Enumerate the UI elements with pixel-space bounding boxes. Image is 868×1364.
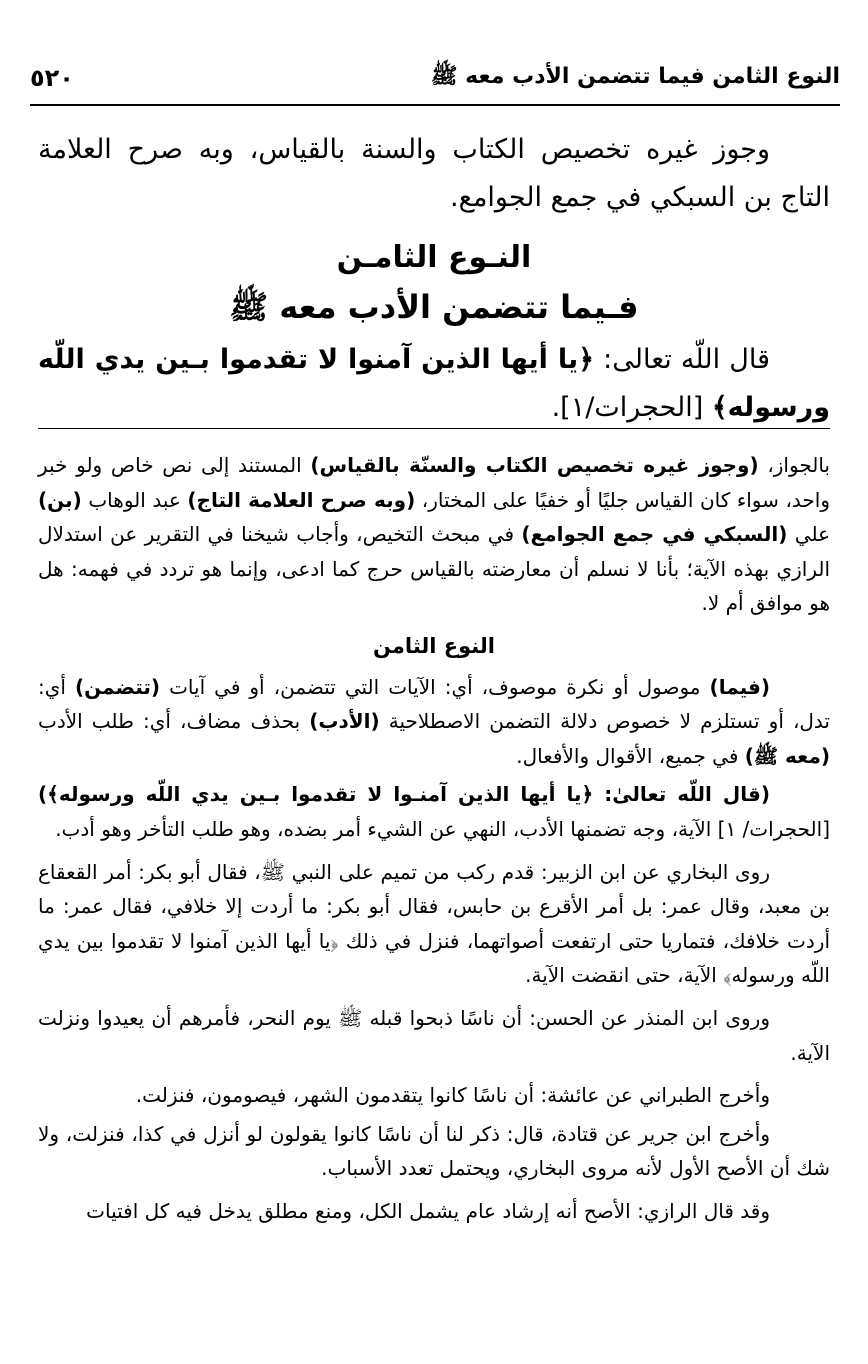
text-run: أي: تدل، أو تستلزم لا خصوص دلالة التضمن الاصطلاحية <box>38 674 830 734</box>
commentary-paragraph <box>38 670 830 774</box>
commentary-paragraph: وأخرج الطبراني عن عائشة: أن ناسًا كانوا يتقدمون الشهر، فيصومون، فنزلت. <box>135 1083 770 1108</box>
commentary-paragraph: وأخرج ابن جرير عن قتادة، قال: ذكر لنا أن ناسًا كانوا يقولون لو أنزل في كذا، فنزلت، ولا شك أن الأصح الأول لأنه مروى البخاري، ويحتمل تعدد الأسباب. <box>38 1121 830 1181</box>
quoted-text: (السبكي في جمع الجوامع) <box>521 522 788 547</box>
running-title: النوع الثامن فيما تتضمن الأدب معه ﷺ <box>430 64 840 89</box>
text-run: المستند إلى نص خاص ولو خبر واحد، سواء كان القياس جليًا أو خفيًا على المختار، <box>38 453 830 512</box>
quoted-text: (قال اللّه تعالىٰ: ﴿يا أيها الذين آمنـوا لا تقدموا بـين يدي اللّه ورسوله﴾) <box>38 782 770 807</box>
quoted-text: (تتضمن) <box>74 674 161 699</box>
quoted-text: (بن) <box>38 487 82 512</box>
commentary-paragraph: وقد قال الرازي: الأصح أنه إرشاد عام يشمل الكل، ومنع مطلق يدخل فيه كل افتيات <box>86 1198 770 1223</box>
header-rule <box>30 104 840 106</box>
page-header <box>30 56 840 100</box>
main-paragraph: وجوز غيره تخصيص الكتاب والسنة بالقياس، وبه صرح العلامة التاج بن السبكي في جمع الجوامع. <box>38 134 830 213</box>
footnote-separator <box>38 428 830 429</box>
text-run: [الحجرات/ ١] الآية، وجه تضمنها الأدب، النهي عن الشيء أمر بضده، وهو طلب التأخر وهو أدب. <box>55 816 830 841</box>
text-run: موصول أو نكرة موصوف، أي: الآيات التي تتضمن، أو في آيات <box>160 674 710 699</box>
text-run: في مبحث التخيص، وأجاب شيخنا في التقرير عن استدلال الرازي بهذه الآية؛ بأنا لا نسلم أن معارضته بالقياس حرج كما ادعى، وإنما هو تردد في فهمه: هل هو موافق أم لا. <box>38 522 830 616</box>
verse-citation <box>38 336 830 432</box>
text-run: علي <box>787 522 831 547</box>
quoted-text: (فيما) <box>709 674 771 699</box>
quoted-text: (وجوز غيره تخصيص الكتاب والسنّة بالقياس) <box>310 453 759 477</box>
commentary-paragraph: روى البخاري عن ابن الزبير: قدم ركب من تميم على النبي ﷺ، فقال أبو بكر: أمر القعقاع بن معبد، وقال عمر: بل أمر الأقرع بن حابس، فقال أبو بكر: ما أردت إلا خلافي، فقال عمر: ما أردت خلافك، فتماريا حتى ارتفعت أصواتهما، فنزل في ذلك ﴿يا أيها الذين آمنوا لا تقدموا بين يدي اللّه ورسوله﴾ الآية، حتى انقضت الآية. <box>38 859 830 988</box>
quoted-text: (معه ﷺ) <box>744 743 830 768</box>
commentary-paragraph: وروى ابن المنذر عن الحسن: أن ناسًا ذبحوا قبله ﷺ يوم النحر، فأمرهم أن يعيدوا ونزلت الآية. <box>38 1005 830 1065</box>
text-run: في جميع، الأقوال والأفعال. <box>516 743 745 768</box>
text-run: بحذف مضاف، أي: طلب الأدب <box>38 709 310 734</box>
page-number: ٥٢٠ <box>30 64 74 92</box>
quoted-text: (وبه صرح العلامة التاج) <box>187 487 416 512</box>
commentary-heading: النوع الثامن <box>373 633 495 658</box>
commentary-paragraph <box>38 448 830 621</box>
quoted-text: (الأدب) <box>309 709 380 734</box>
section-subheading: فـيما تتضمن الأدب معه ﷺ <box>229 288 639 326</box>
text-run: عبد الوهاب <box>81 487 188 512</box>
verse-intro: قال اللّه تعالى: <box>594 344 770 375</box>
commentary-paragraph <box>38 777 830 846</box>
text-run: بالجواز، <box>758 453 830 477</box>
main-text <box>38 126 830 432</box>
commentary-text <box>38 448 830 1232</box>
verse-reference: [الحجرات/١]. <box>551 392 712 423</box>
section-heading: النـوع الثامـن <box>336 240 532 275</box>
verse-text: ﴿يا أيها الذين آمنوا لا تقدموا بـين يدي اللّه ورسوله﴾ <box>38 344 830 423</box>
